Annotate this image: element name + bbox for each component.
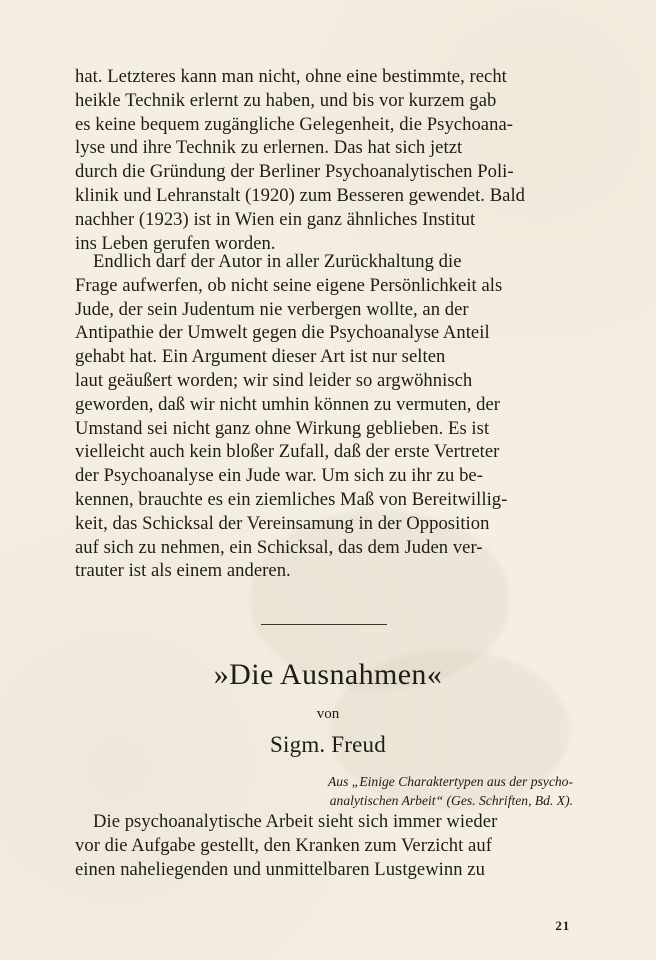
text-line: lyse und ihre Technik zu erlernen. Das hat sich jetzt xyxy=(75,137,463,159)
source-note xyxy=(295,772,573,810)
text-line: Umstand sei nicht ganz ohne Wirkung geblieben. Es ist xyxy=(75,417,490,439)
paragraph-2 xyxy=(75,250,573,583)
section-divider xyxy=(261,624,387,625)
text-line: klinik und Lehranstalt (1920) zum Besseren gewendet. Bald xyxy=(75,184,526,206)
page-number: 21 xyxy=(555,918,570,933)
text-line: laut geäußert worden; wir sind leider so argwöhnisch xyxy=(75,369,473,391)
text-line: keit, das Schicksal der Vereinsamung in der Opposition xyxy=(75,512,490,534)
text-line: hat. Letzteres kann man nicht, ohne eine bestimmte, recht xyxy=(75,66,507,87)
text-line: trauter ist als einem anderen. xyxy=(75,560,291,582)
text-line: Jude, der sein Judentum nie verbergen wollte, an der xyxy=(75,298,469,320)
source-line-1: Aus „Einige Charaktertypen aus der psycho- xyxy=(327,774,573,789)
text-line: gehabt hat. Ein Argument dieser Art ist nur selten xyxy=(75,346,446,368)
text-line: auf sich zu nehmen, ein Schicksal, das dem Juden ver- xyxy=(75,536,483,558)
text-line: vielleicht auch kein bloßer Zufall, daß der erste Vertreter xyxy=(75,441,500,463)
essay-title: »Die Ausnahmen« xyxy=(213,658,443,691)
text-line: durch die Gründung der Berliner Psychoanalytischen Poli- xyxy=(75,161,514,183)
source-line-2: analytischen Arbeit“ (Ges. Schriften, Bd. X). xyxy=(329,793,573,808)
text-line: kennen, brauchte es ein ziemliches Maß von Bereitwillig- xyxy=(75,488,508,510)
text-line: einen naheliegenden und unmittelbaren Lustgewinn zu xyxy=(75,858,485,880)
text-line: vor die Aufgabe gestellt, den Kranken zum Verzicht auf xyxy=(75,834,492,856)
text-line: Frage aufwerfen, ob nicht seine eigene Persönlichkeit als xyxy=(75,274,503,296)
text-line: nachher (1923) ist in Wien ein ganz ähnliches Institut xyxy=(75,208,476,230)
text-line: Antipathie der Umwelt gegen die Psychoanalyse Anteil xyxy=(75,322,490,344)
text-line: ins Leben gerufen worden. xyxy=(75,232,276,254)
paragraph-1 xyxy=(75,65,573,255)
text-line: Endlich darf der Autor in aller Zurückhaltung die xyxy=(93,251,462,272)
text-line: heikle Technik erlernt zu haben, und bis vor kurzem gab xyxy=(75,89,497,111)
text-line: geworden, daß wir nicht umhin können zu vermuten, der xyxy=(75,393,501,415)
text-line: der Psychoanalyse ein Jude war. Um sich zu ihr zu be- xyxy=(75,465,483,487)
paragraph-3 xyxy=(75,810,573,881)
text-line: Die psychoanalytische Arbeit sieht sich immer wieder xyxy=(93,811,498,832)
text-line: es keine bequem zugängliche Gelegenheit, die Psychoana- xyxy=(75,113,513,135)
author-name: Sigm. Freud xyxy=(270,732,386,757)
byline-word: von xyxy=(316,706,340,722)
